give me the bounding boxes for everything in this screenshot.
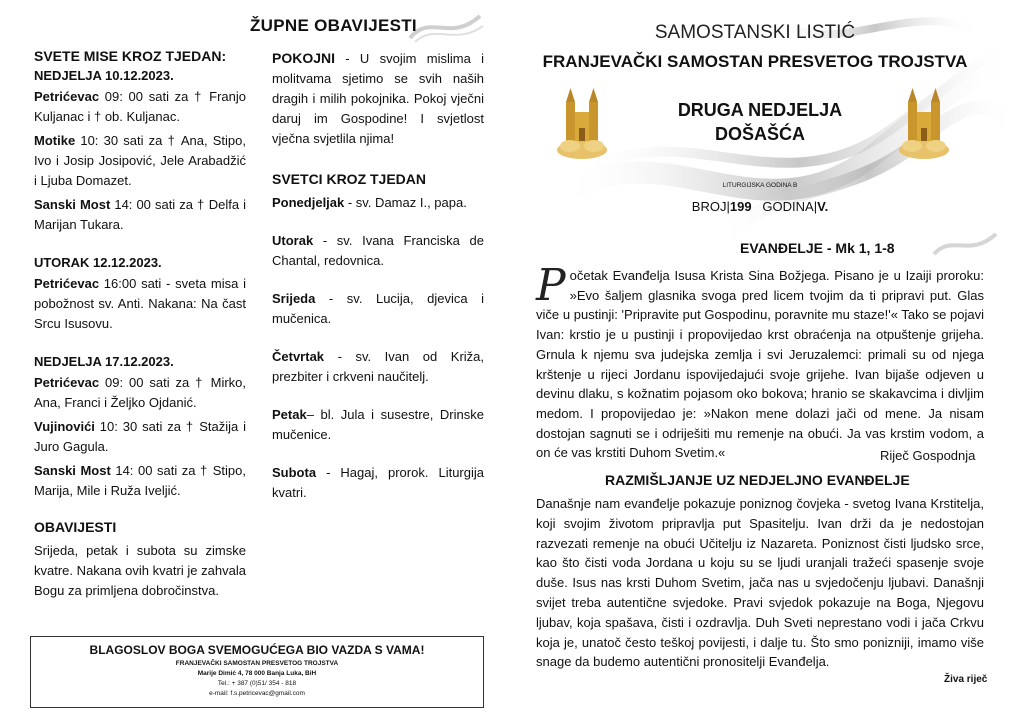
gospel-swirl-decoration	[930, 228, 1000, 262]
mass-entry	[34, 195, 246, 235]
notices-text: Srijeda, petak i subota su zimske kvatre. Nakana ovih kvatri je zahvala Bogu za primljena dobročinstva.	[34, 543, 246, 598]
saint-entry	[272, 405, 484, 445]
issue-label: BROJ	[691, 199, 727, 214]
saint-text: - sv. Lucija, djevica i mučenica.	[272, 291, 484, 326]
issue-number: 199	[729, 199, 752, 214]
year-value: V.	[817, 199, 829, 214]
masthead-line2: FRANJEVAČKI SAMOSTAN PRESVETOG TROJSTVA	[542, 52, 968, 71]
mass-place: Sanski Most	[34, 463, 111, 478]
saint-entry	[272, 463, 484, 503]
footer-address: Marije Dimić 4, 78 000 Banja Luka, BiH	[197, 670, 317, 677]
deceased-text: - U svojim mislima i molitvama sjetimo se svih naših dragih i milih pokojnika. Pokoj vječni daruj im Gospodine! I svjetlost vječna svjetlila njima!	[272, 51, 484, 146]
saint-text: - sv. Damaz I., papa.	[344, 195, 467, 210]
saint-entry	[272, 231, 484, 271]
gospel-source: Riječ Gospodnja	[880, 448, 976, 463]
blessing-text: BLAGOSLOV BOGA SVEMOGUĆEGA BIO VAZDA S VAMA!	[89, 643, 425, 657]
mass-entry	[34, 87, 246, 127]
reflection-source: Živa riječ	[944, 674, 988, 685]
mass-text: 14: 00 sati za † Stipo, Marija, Mile i Ruža Iveljić.	[34, 463, 246, 498]
mass-date: UTORAK 12.12.2023.	[34, 255, 162, 270]
issue-info: BROJ|199 GODINA|V.	[691, 199, 829, 214]
mass-entry	[34, 417, 246, 457]
saint-text: - sv. Ivan od Križa, prezbiter i crkveni naučitelj.	[272, 349, 484, 384]
mass-date: NEDJELJA 17.12.2023.	[34, 354, 174, 369]
footer-box	[30, 636, 484, 708]
mass-place: Sanski Most	[34, 197, 111, 212]
mass-entry	[34, 131, 246, 191]
saint-day: Ponedjeljak	[272, 195, 345, 210]
saint-text: - Hagaj, prorok. Liturgija kvatri.	[272, 465, 484, 500]
reflection-text: Današnje nam evanđelje pokazuje poniznog čovjeka - svetog Ivana Krstitelja, koji svojim životom pripravlja put Spasitelju. Ivan drži da je nedostojan razvezati remenje na obući Učitelju iz Nazareta. Poniznost čisti ljudsko srce, kao što čisti voda Jordana u koju su se ljudi uranjali tražeći spasenje svoje duše. Isus nas krsti Duhom Svetim, jača nas u svjedočenju ljubavi. Današnji svijet treba autentične svjedoke. Pravi svjedok pokazuje na Boga, Njegovu ljubav, koja spašava, čisti i ozdravlja. Duh Sveti neprestano vodi i jača Crkvu koja je, unatoč često teškoj povijesti, i dalje tu. Što smo ponizniji, imamo više snage da budemo autentični pronositelji Evanđelja.	[536, 496, 984, 670]
deceased-label: POKOJNI	[272, 50, 336, 66]
church-on-cloud-icon	[898, 84, 950, 164]
sunday-title: DRUGA NEDJELJA DOŠAŠĆA	[677, 100, 843, 144]
saint-text: - sv. Ivana Franciska de Chantal, redovnica.	[272, 233, 484, 268]
right-column	[272, 48, 484, 503]
footer-org: FRANJEVAČKI SAMOSTAN PRESVETOG TROJSTVA	[175, 660, 339, 667]
gospel-text-block	[536, 260, 984, 463]
notices-heading: OBAVIJESTI	[34, 519, 117, 535]
saint-day: Četvrtak	[272, 349, 325, 364]
reflection-heading: RAZMIŠLJANJE UZ NEDJELJNO EVANĐELJE	[605, 472, 910, 488]
title-swirl-decoration	[405, 8, 485, 48]
drop-cap: P	[536, 260, 566, 311]
masthead-line1: SAMOSTANSKI LISTIĆ	[654, 22, 856, 43]
mass-text: 16:00 sati - sveta misa i pobožnost sv. Anti. Nakana: Na čast Srcu Isusovu.	[34, 276, 246, 331]
mass-text: 10: 30 sati za † Stažija i Juro Gagula.	[34, 419, 246, 454]
mass-place: Petrićevac	[34, 276, 100, 291]
saint-day: Utorak	[272, 233, 314, 248]
year-label: GODINA	[762, 199, 814, 214]
mass-place: Petrićevac	[34, 89, 100, 104]
gospel-text: očetak Evanđelja Isusa Krista Sina Božjega. Pisano je u Izaiji proroku: »Evo šaljem glasnika svoga pred licem tvojim da ti pripravi put. Glas viče u pustinji: 'Pripravite put Gospodinu, poravnite mu staze!'« Tako se pojavi Ivan: krstio je u pustinji i propovijedao krst obraćenja na otpuštenje grijeha. Grnula k njemu sva judejska zemlja i svi Jeruzalemci: primali su od njega krštenje u rijeci Jordanu ispovijedajući svoje grijehe. Ivan bijaše odjeven u devinu dlaku, s kožnatim pojasom oko bokova; hranio se skakavcima i divljim medom. I propovijedao je: »Nakon mene dolazi jači od mene. Ja nisam dostojan sagnuti se i odriješiti mu remenje na obući. Ja vas krstim vodom, a on će vas krstiti Duhom Svetim.«	[536, 268, 984, 461]
mass-text: 10: 30 sati za † Ana, Stipo, Ivo i Josip Josipović, Jele Arabadžić i Ljuba Domazet.	[34, 133, 246, 188]
mass-text: 09: 00 sati za † Mirko, Ana, Franci i Željko Ojdanić.	[34, 375, 246, 410]
mass-place: Petrićevac	[34, 375, 100, 390]
saint-day: Petak	[272, 407, 307, 422]
mass-text: 14: 00 sati za † Delfa i Marijan Tukara.	[34, 197, 246, 232]
mass-place: Motike	[34, 133, 76, 148]
saint-entry	[272, 289, 484, 329]
liturgical-year: LITURGIJSKA GODINA B	[722, 182, 798, 189]
saint-entry	[272, 193, 484, 213]
left-column	[34, 48, 246, 601]
saints-heading: SVETCI KROZ TJEDAN	[272, 171, 427, 187]
mass-entry	[34, 274, 246, 334]
mass-place: Vujinovići	[34, 419, 95, 434]
mass-entry	[34, 461, 246, 501]
saint-text: – bl. Jula i susestre, Drinske mučenice.	[272, 407, 484, 442]
mass-date: NEDJELJA 10.12.2023.	[34, 68, 174, 83]
saint-day: Srijeda	[272, 291, 316, 306]
deceased-paragraph	[272, 48, 484, 149]
footer-email: e-mail: f.s.petricevac@gmail.com	[209, 690, 305, 697]
saint-entry	[272, 347, 484, 387]
mass-text: 09: 00 sati za † Franjo Kuljanac i † ob. Kuljanac.	[34, 89, 246, 124]
footer-phone: Tel.: + 387 (0)51/ 354 - 818	[217, 680, 297, 687]
masses-heading: SVETE MISE KROZ TJEDAN:	[34, 48, 227, 64]
mass-entry	[34, 373, 246, 413]
church-on-cloud-icon	[556, 84, 608, 164]
saint-day: Subota	[272, 465, 317, 480]
gospel-heading: EVANĐELJE - Mk 1, 1-8	[740, 240, 895, 256]
parish-notices-title: ŽUPNE OBAVIJESTI	[250, 16, 417, 35]
